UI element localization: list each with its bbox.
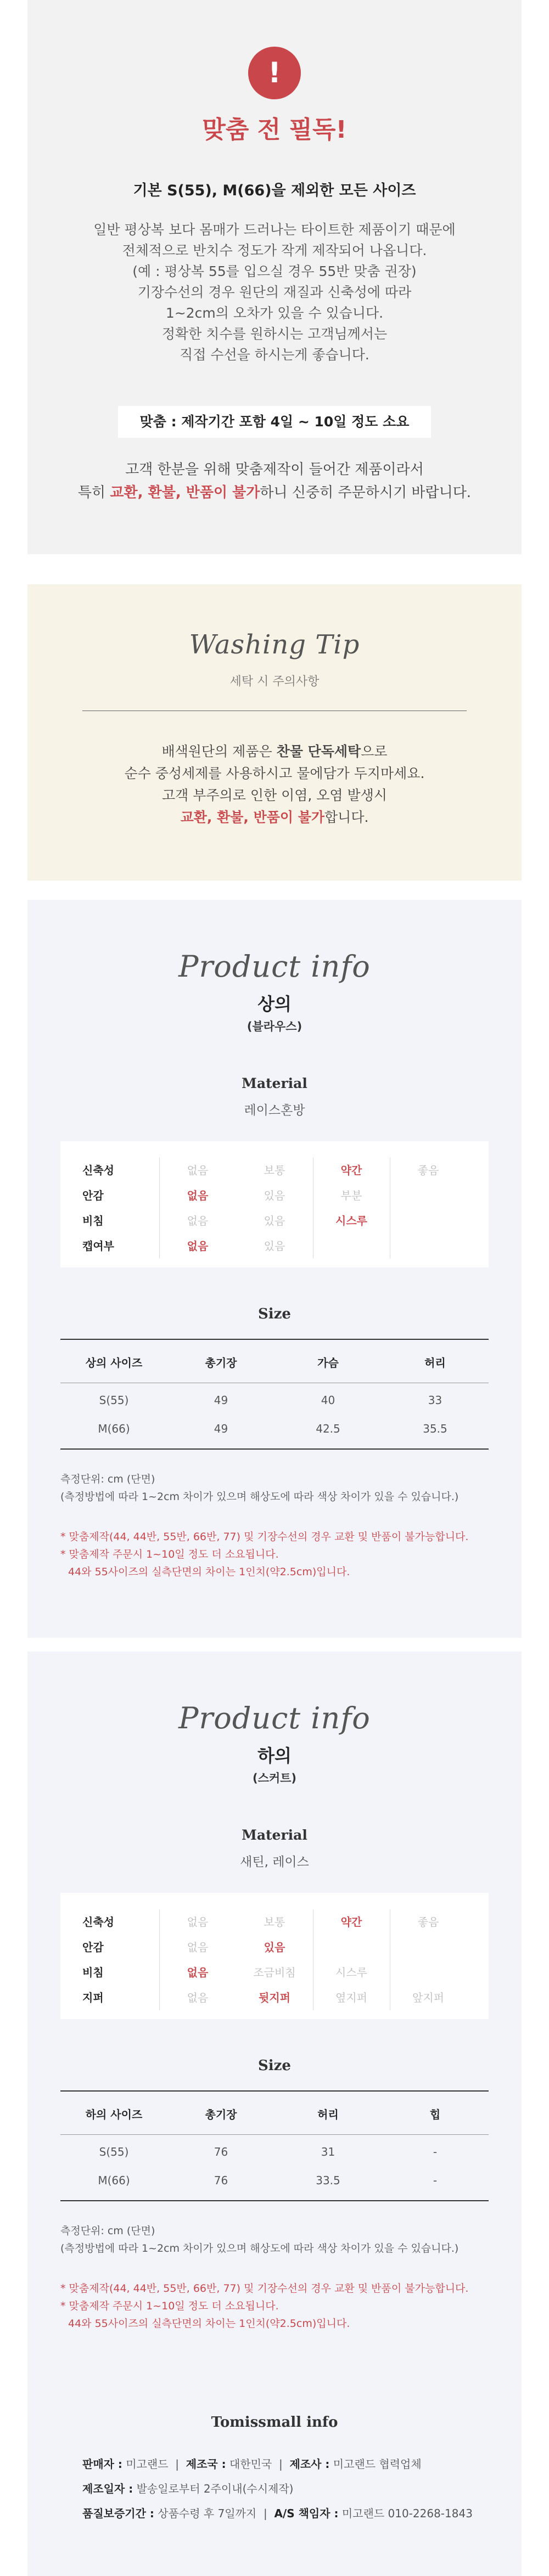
attribute-option	[318, 1233, 384, 1259]
attribute-option: 좋음	[417, 1164, 439, 1177]
mall-info-title: Tomissmall info	[211, 2414, 338, 2431]
size-header: 하의 사이즈	[85, 2108, 143, 2121]
size-header: 허리	[424, 1356, 446, 1369]
attribute-option	[318, 1935, 384, 1960]
warning-line: * 맞춤제작(44, 44반, 55반, 66반, 77) 및 기장수선의 경우 교환 및 반품이 불가능합니다.	[60, 1531, 469, 1543]
warranty-label: 품질보증기간 :	[82, 2507, 154, 2520]
category-title: 상의	[257, 994, 292, 1014]
material-label: Material	[242, 1075, 307, 1091]
notice-foot	[27, 458, 522, 504]
custom-order-warning	[60, 2280, 500, 2332]
measure-unit: 측정단위: cm (단면)	[60, 2225, 155, 2237]
size-cell: S(55)	[99, 1394, 129, 1407]
notice-line: (예 : 평상복 55를 입으실 경우 55반 맞춤 권장)	[132, 263, 417, 279]
size-cell: -	[433, 2145, 438, 2158]
mall-info-row	[82, 2480, 500, 2496]
size-header: 총기장	[205, 2108, 237, 2121]
attribute-option: 있음	[264, 1239, 285, 1253]
measure-unit: 측정단위: cm (단면)	[60, 1473, 155, 1485]
separator: |	[279, 2457, 283, 2471]
attribute-option: 보통	[264, 1915, 285, 1929]
notice-foot-line: 고객 한분을 위해 맞춤제작이 들어간 제품이라서	[125, 461, 424, 478]
notice-title: 맞춤 전 필독!	[202, 116, 347, 144]
foot-pre: 특히	[77, 484, 110, 501]
attribute-name: 비침	[82, 1966, 104, 1979]
attribute-row	[60, 1909, 489, 1935]
attribute-option	[395, 1233, 461, 1259]
attribute-row	[60, 1935, 489, 1960]
table-border	[60, 1448, 489, 1450]
attribute-option: 없음	[187, 1991, 209, 2004]
warning-line: * 맞춤제작 주문시 1~10일 정도 더 소요됩니다.	[60, 2300, 279, 2312]
size-cell: 76	[214, 2174, 228, 2187]
measure-disclaimer: (측정방법에 따라 1~2cm 차이가 있으며 해상도에 따라 색상 차이가 있을 수 있습니다.)	[60, 2242, 459, 2254]
attribute-option: 옆지퍼	[335, 1991, 367, 2004]
size-cell: -	[433, 2174, 438, 2187]
attribute-option: 없음	[187, 1915, 209, 1929]
production-period-box: 맞춤 : 제작기간 포함 4일 ~ 10일 정도 소요	[118, 406, 431, 438]
size-label: Size	[258, 1306, 291, 1322]
size-cell: 40	[321, 1394, 335, 1407]
text: 합니다.	[324, 809, 369, 825]
attribute-row	[60, 1183, 489, 1208]
maker-label: 제조사 :	[289, 2457, 330, 2471]
separator: |	[175, 2457, 180, 2471]
table-border	[60, 1339, 489, 1340]
exclamation-icon: !	[248, 47, 301, 99]
attribute-name: 신축성	[82, 1915, 114, 1929]
attribute-name: 안감	[82, 1941, 104, 1954]
attribute-name: 안감	[82, 1189, 104, 1202]
notice-line: 전체적으로 반치수 정도가 작게 제작되어 나옵니다.	[122, 243, 427, 258]
date-label: 제조일자 :	[82, 2482, 133, 2495]
measure-note	[60, 1470, 500, 1506]
maker-value: 미고랜드 협력업체	[333, 2457, 422, 2471]
attribute-option: 조금비침	[253, 1966, 296, 1979]
notice-foot-line	[27, 481, 522, 504]
material-label: Material	[242, 1827, 307, 1843]
size-header: 가슴	[317, 1356, 339, 1369]
warning-line: 44와 55사이즈의 실측단면의 차이는 1인치(약2.5cm)입니다.	[68, 2318, 350, 2330]
size-table	[60, 2090, 489, 2206]
as-label: A/S 책임자 :	[274, 2507, 339, 2520]
measure-note	[60, 2222, 500, 2257]
custom-order-notice	[27, 0, 522, 554]
washing-title: Washing Tip	[189, 629, 360, 660]
washing-line-1	[27, 741, 522, 763]
mall-info-row	[82, 2455, 500, 2471]
no-refund-text: 교환, 환불, 반품이 불가	[110, 484, 260, 501]
measure-disclaimer: (측정방법에 따라 1~2cm 차이가 있으며 해상도에 따라 색상 차이가 있을 수 있습니다.)	[60, 1491, 459, 1503]
washing-tip-section	[27, 584, 522, 881]
size-cell: 49	[214, 1422, 228, 1435]
warning-line: * 맞춤제작(44, 44반, 55반, 66반, 77) 및 기장수선의 경우 교환 및 반품이 불가능합니다.	[60, 2282, 469, 2295]
attribute-option	[395, 1960, 461, 1985]
attribute-row	[60, 1233, 489, 1259]
notice-line: 1~2cm의 오차가 있을 수 있습니다.	[165, 305, 384, 321]
text: 으로	[361, 743, 388, 759]
washing-line-2: 순수 중성세제를 사용하시고 물에담가 두지마세요.	[124, 765, 425, 781]
seller-value: 미고랜드	[126, 2457, 169, 2471]
attribute-row	[60, 1985, 489, 2010]
column-divider	[159, 1909, 160, 2010]
text: 배색원단의 제품은	[161, 743, 277, 759]
attribute-name: 비침	[82, 1214, 104, 1227]
notice-body	[27, 219, 522, 365]
attribute-option: 있음	[264, 1189, 285, 1202]
notice-line: 직접 수선을 하시는게 좋습니다.	[180, 347, 369, 363]
category-subtitle: (블라우스)	[247, 1020, 302, 1033]
size-cell: 76	[214, 2145, 228, 2158]
attribute-option-selected: 없음	[187, 1189, 209, 1202]
size-cell: 31	[321, 2145, 335, 2158]
size-cell: 33	[428, 1394, 442, 1407]
material-value: 레이스혼방	[244, 1103, 305, 1118]
product-info-title: Product info	[178, 1701, 371, 1735]
attribute-option: 시스루	[335, 1966, 367, 1979]
attribute-option-selected: 약간	[340, 1915, 362, 1929]
column-divider	[159, 1158, 160, 1259]
attribute-table	[60, 1141, 489, 1267]
table-border	[60, 2200, 489, 2201]
attribute-option-selected: 있음	[264, 1941, 285, 1954]
size-header: 상의 사이즈	[85, 1356, 143, 1369]
size-cell: 33.5	[316, 2174, 340, 2187]
size-cell: M(66)	[98, 1422, 130, 1435]
size-cell: S(55)	[99, 2145, 129, 2158]
date-value: 발송일로부터 2주이내(수시제작)	[136, 2482, 294, 2495]
country-label: 제조국 :	[186, 2457, 226, 2471]
washing-line-3: 고객 부주의로 인한 이염, 오염 발생시	[162, 787, 387, 803]
foot-post: 하니 신중히 주문하시기 바랍니다.	[260, 484, 472, 501]
notice-subtitle: 기본 S(55), M(66)을 제외한 모든 사이즈	[133, 182, 416, 199]
table-border	[60, 2090, 489, 2092]
attribute-row	[60, 1960, 489, 1985]
attribute-option-selected: 시스루	[335, 1214, 367, 1227]
notice-line: 기장수선의 경우 원단의 재질과 신축성에 따라	[137, 284, 412, 300]
warning-line: 44와 55사이즈의 실측단면의 차이는 1인치(약2.5cm)입니다.	[68, 1566, 350, 1578]
attribute-option: 좋음	[417, 1915, 439, 1929]
washing-body	[27, 741, 522, 828]
attribute-option: 있음	[264, 1214, 285, 1227]
cold-wash-text: 찬물 단독세탁	[276, 743, 361, 759]
attribute-name: 캡여부	[82, 1239, 114, 1253]
attribute-option-selected: 약간	[340, 1164, 362, 1177]
attribute-row	[60, 1208, 489, 1233]
attribute-name: 신축성	[82, 1164, 114, 1177]
attribute-option	[395, 1208, 461, 1233]
attribute-table	[60, 1893, 489, 2019]
country-value: 대한민국	[229, 2457, 272, 2471]
notice-line: 일반 평상복 보다 몸매가 드러나는 타이트한 제품이기 때문에	[93, 222, 456, 238]
size-label: Size	[258, 2058, 291, 2074]
size-header: 힙	[429, 2108, 441, 2121]
size-header: 총기장	[205, 1356, 237, 1369]
size-header: 허리	[317, 2108, 339, 2121]
separator: |	[263, 2507, 267, 2520]
warning-line: * 맞춤제작 주문시 1~10일 정도 더 소요됩니다.	[60, 1548, 279, 1560]
no-refund-text: 교환, 환불, 반품이 불가	[180, 809, 325, 825]
attribute-name: 지퍼	[82, 1991, 104, 2004]
as-value: 미고랜드 010-2268-1843	[341, 2507, 473, 2520]
attribute-option: 없음	[187, 1214, 209, 1227]
size-cell: 35.5	[423, 1422, 447, 1435]
washing-line-4	[27, 807, 522, 828]
attribute-option: 보통	[264, 1164, 285, 1177]
attribute-row	[60, 1158, 489, 1183]
material-value: 새틴, 레이스	[240, 1855, 309, 1869]
top-product-info	[27, 900, 522, 1638]
size-cell: 42.5	[316, 1422, 340, 1435]
warranty-value: 상품수령 후 7일까지	[158, 2507, 257, 2520]
attribute-option-selected: 없음	[187, 1239, 209, 1253]
size-cell: 49	[214, 1394, 228, 1407]
attribute-option-selected: 없음	[187, 1966, 209, 1979]
attribute-option: 앞지퍼	[412, 1991, 444, 2004]
category-title: 하의	[257, 1745, 292, 1766]
attribute-option-selected: 뒷지퍼	[259, 1991, 290, 2004]
attribute-option: 부분	[340, 1189, 362, 1202]
bottom-product-info	[27, 1651, 522, 2576]
mall-info-row	[82, 2505, 500, 2521]
attribute-option: 없음	[187, 1164, 209, 1177]
category-subtitle: (스커트)	[252, 1772, 297, 1785]
size-table	[60, 1339, 489, 1454]
seller-label: 판매자 :	[82, 2457, 122, 2471]
attribute-option	[395, 1183, 461, 1208]
size-cell: M(66)	[98, 2174, 130, 2187]
custom-order-warning	[60, 1528, 500, 1581]
washing-subtitle: 세탁 시 주의사항	[229, 675, 320, 689]
product-info-title: Product info	[178, 949, 371, 984]
notice-line: 정확한 치수를 원하시는 고객님께서는	[161, 326, 388, 342]
attribute-option	[395, 1935, 461, 1960]
attribute-option: 없음	[187, 1941, 209, 1954]
header-border	[60, 2134, 489, 2135]
